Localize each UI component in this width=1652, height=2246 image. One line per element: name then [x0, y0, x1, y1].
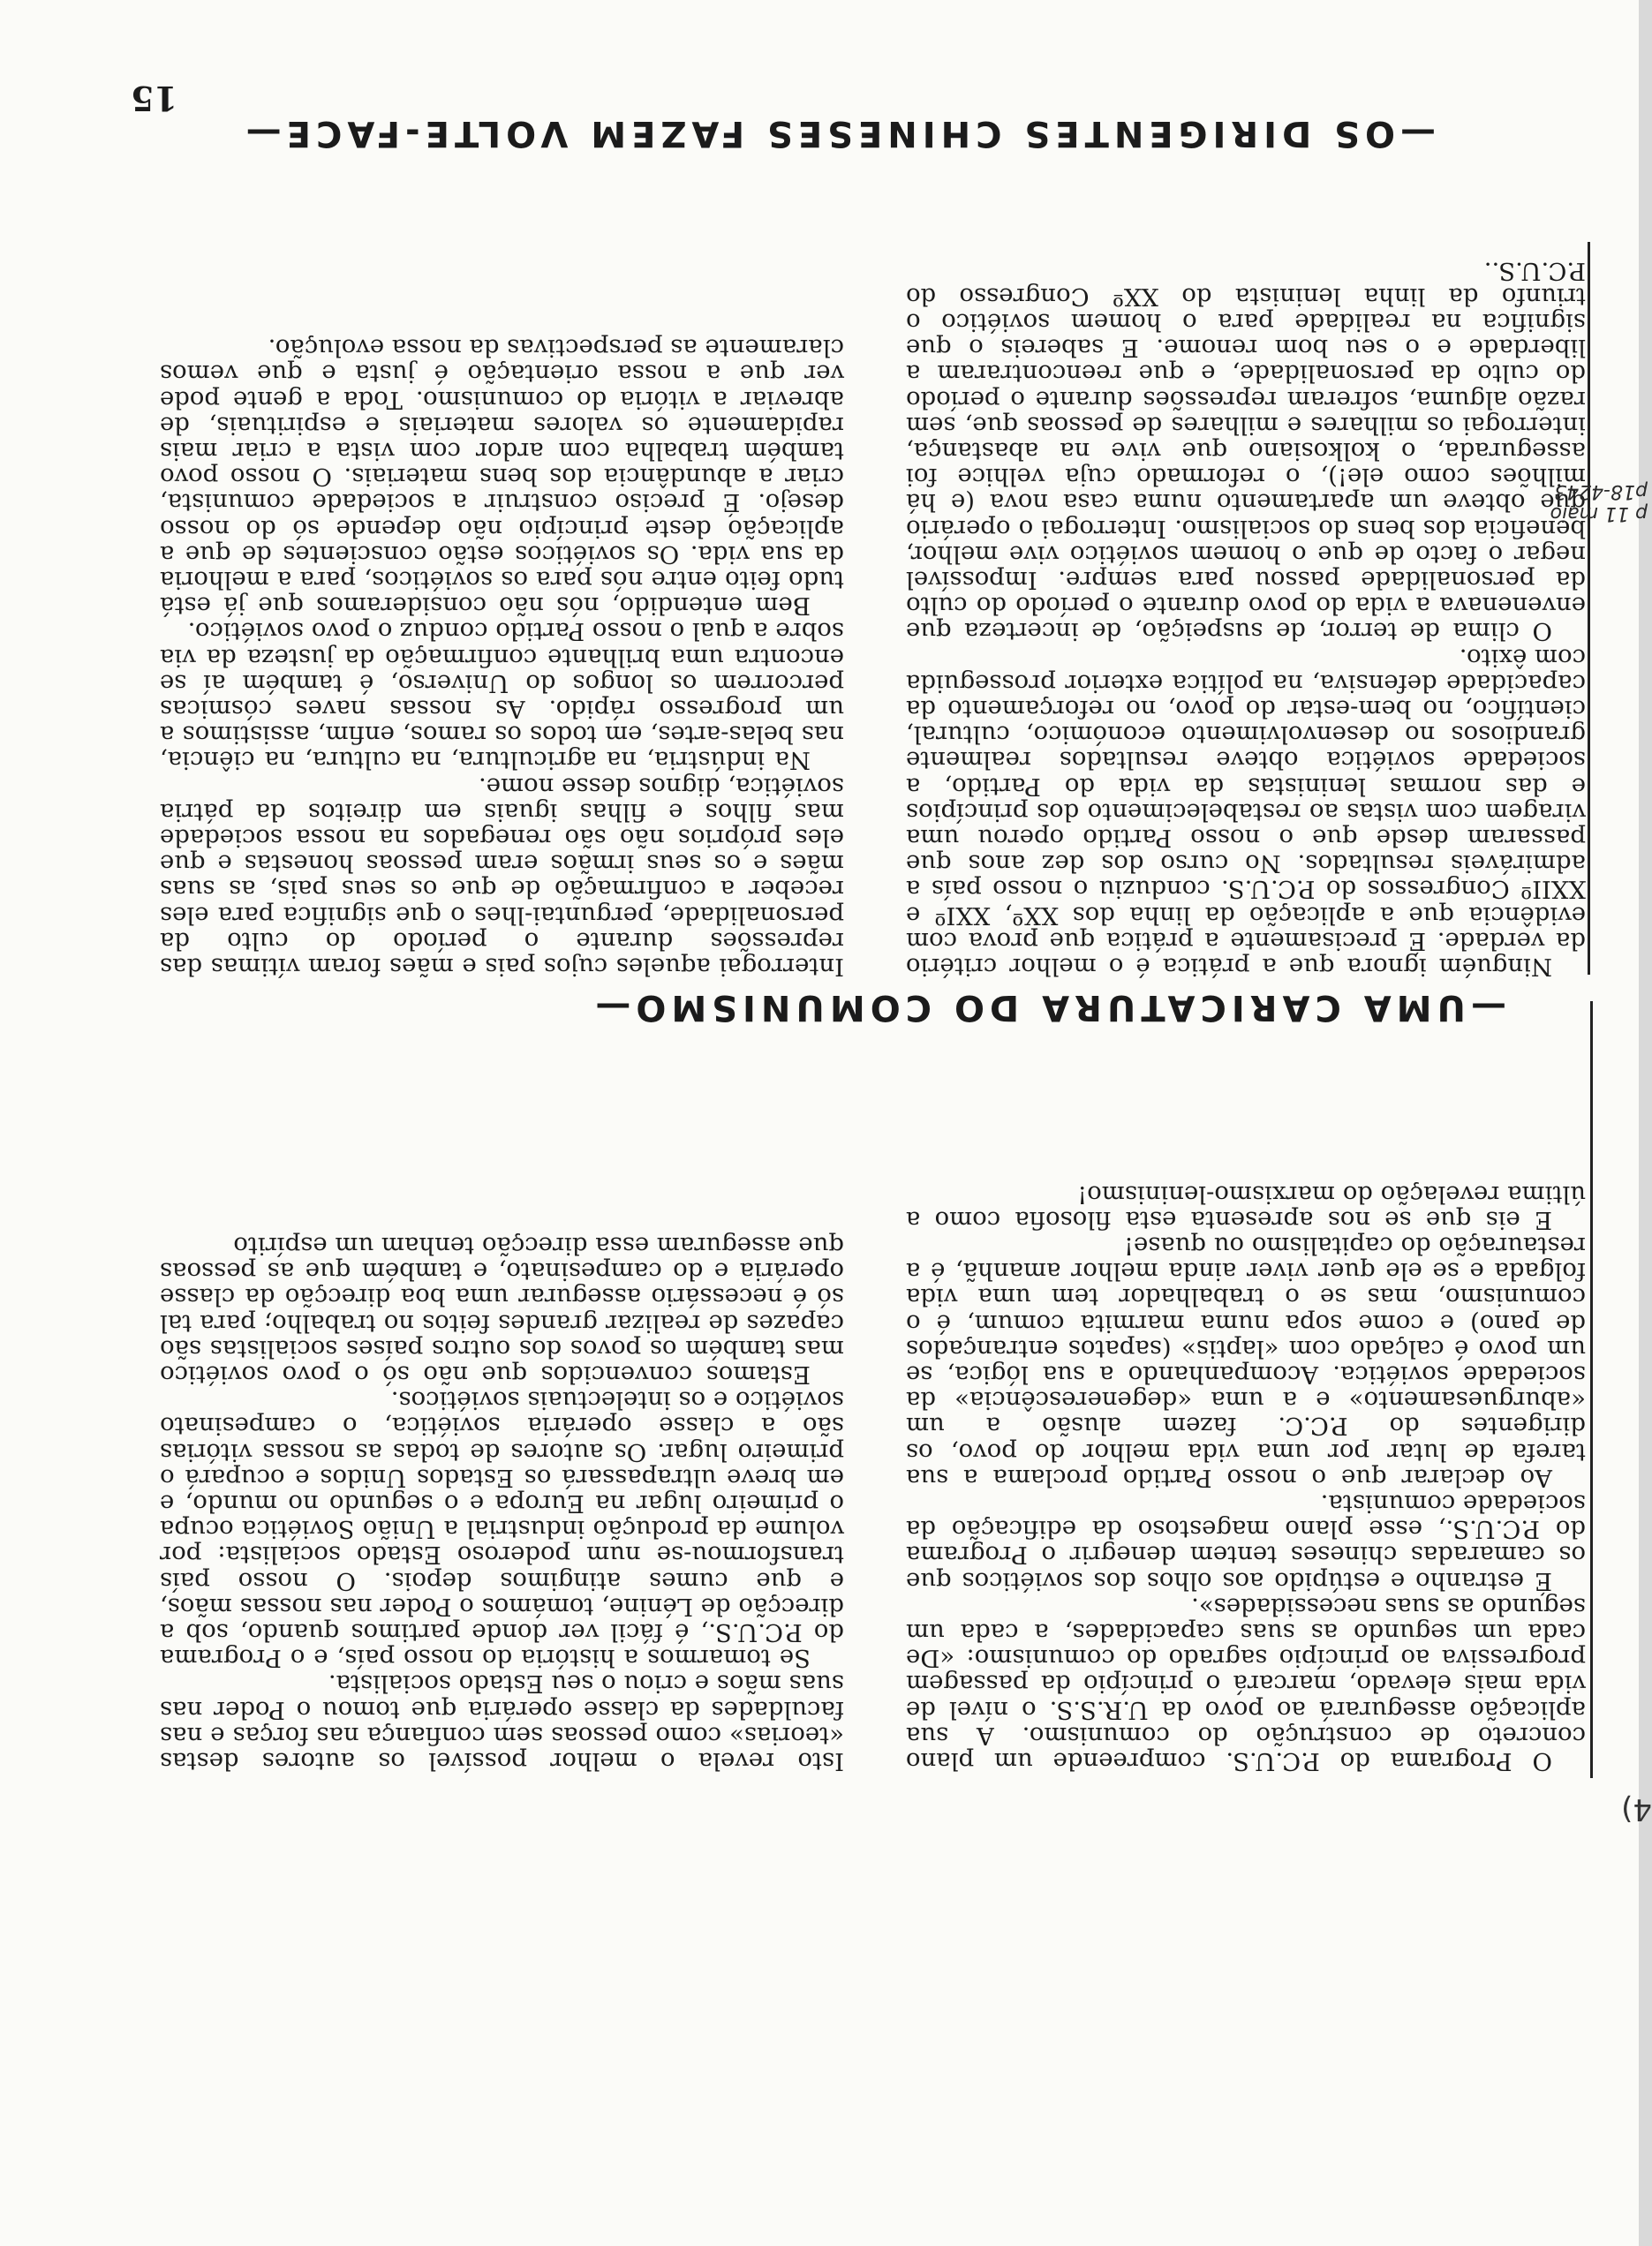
paragraph: É estranho e estúpido aos olhos dos soviéticos que os camaradas chineses tentem denegrir o Programa do P.C.U.S., esse plano magestoso da edificação da sociedade comunista.: [906, 1489, 1586, 1595]
paragraph: Ninguém ignora que a prática é o melhor critério da verdade. É precisamente a prática que prova com evidência que a aplicação da linha dos XXº, XXIº e XXIIº Congressos do P.C.U.S. conduziu o nosso país a admiráveis resultados. No curso dos dez anos que passaram desde que o nosso Partido operou uma viragem com vistas ao restabelecimento dos princípios e das normas leninistas da vida do Partido, a sociedade soviética obteve resultados realmente grandiosos no desenvolvimento económico, cultural, científico, no bem-estar do povo, no reforçamento da capacidade defensiva, na política exterior prosseguida com êxito.: [906, 643, 1586, 981]
section1-left-column: [906, 257, 1586, 979]
handwritten-reference: [1550, 480, 1648, 524]
handwritten-ref-line: p 11 maio: [1550, 502, 1648, 524]
handwritten-page-mark: 4): [1621, 1791, 1652, 1827]
paragraph: Ao declarar que o nosso Partido proclama a sua tarefa de lutar por uma vida melhor do povo, os dirigentes do P.C.C. fazem alusão a um «aburguesamento» e a uma «degenerescência» da sociedade soviética. Acompanhando a sua lógica, se um povo é calçado com «laptis» (sapatos entrançados de pano) e come sopa numa marmita comum, é o comunismo, mas se o trabalhador tem uma vida folgada e se ele quer viver ainda melhor amanhã, é a restauração do capitalismo ou quase!: [906, 1231, 1586, 1492]
section1-right-column: [160, 335, 844, 979]
paragraph: O Programa do P.C.U.S. compreende um plano concreto de construção do comunismo. A sua aplicação assegurará ao povo da U.R.S.S. o nível de vida mais elevado, marcará o princípio da passagem progressiva ao princípio sagrado do comunismo: «De cada um segundo as suas capacidades, a cada um segundo as suas necessidades».: [906, 1592, 1586, 1775]
paragraph: Isto revela o melhor possível os autores destas «teorias» como pessoas sem confiança nas forças e nas faculdades da classe operária que tomou o Poder nas suas mãos e criou o seu Estado socialista.: [160, 1669, 844, 1775]
paragraph: Interrogai aqueles cujos pais e mães foram vítimas das repressões durante o período do culto da personalidade, perguntai-lhes o que significa para eles receber a confirmação de que os seus pais, as suas mães e os seus irmãos eram pessoas honestas e que eles próprios não são renegados na nossa sociedade mas filhos e filhas iguais em direitos da pátria soviética, dignos desse nome.: [160, 772, 844, 981]
paragraph: Na indústria, na agricultura, na cultura, na ciência, nas belas-artes, em todos os ramos, enfim, assistimos a um progresso rápido. As nossas naves cósmicas percorrem os longos do Universo, é também aí se encontra uma brilhante confirmação da justeza da via sobre a qual o nosso Partido conduz o povo soviético.: [160, 617, 844, 775]
paragraph: Bem entendido, nós não consideramos que já está tudo feito entre nós para os soviéticos, para a melhoria da sua vida. Os soviéticos estão conscientes de que a aplicação deste princípio não depende só do nosso desejo. É preciso construir a sociedade comunista, criar a abundância dos bens materiais. O nosso povo também trabalha com ardor com vista a criar mais rapidamente os valores materiais e espirituais, de abreviar a vitória do comunismo. Toda a gente pode ver que a nossa orientação é justa e que vemos claramente as perspectivas da nossa evolução.: [160, 334, 844, 621]
paragraph: E eis que se nos apresenta esta filosofia como a última revelação do marxismo-leninismo!: [906, 1180, 1586, 1234]
page-number: 15: [131, 79, 177, 118]
section-title-caricatura: —UMA CARICATURA DO COMUNISMO—: [590, 987, 1506, 1028]
section2-right-column: [160, 1232, 844, 1774]
section-title-volte-face: —OS DIRIGENTES CHINESES FAZEM VOLTE-FACE—: [240, 113, 1436, 154]
margin-bracket: [1588, 242, 1590, 975]
handwritten-ref-line: p18-4243: [1554, 480, 1648, 502]
section2-left-column: [906, 1180, 1586, 1774]
paragraph: Estamos convencidos que não só o povo soviético mas também os povos dos outros países socialistas são capazes de realizar grandes feitos no trabalho; para tal só é necessário assegurar uma boa direcção da classe operária e do campesinato, e também que as pessoas que asseguram essa direcção tenham um espírito: [160, 1231, 844, 1389]
paragraph: Se tomarmos a história do nosso país, e o Programa do P.C.U.S., é fácil ver donde partimos quando, sob a direcção de Lénine, tomámos o Poder nas nossas mãos, e que cumes atingimos depois. O nosso país transformou-se num poderoso Estado socialista: por volume da produção industrial a União Soviética ocupa o primeiro lugar na Europa e o segundo no mundo, e em breve ultrapassará os Estados Unidos e ocupará o primeiro lugar. Os autores de todas as nossas vitórias são a classe operária soviética, o campesinato soviético e os intelectuais soviéticos.: [160, 1386, 844, 1673]
margin-bracket: [1590, 1001, 1593, 1778]
paragraph: O clima de terror, de suspeição, de incerteza que envenenava a vida do povo durante o período do culto da personalidade passou para sempre. Impossível negar o facto de que o homem soviético vive melhor, beneficia dos bens do socialismo. Interrogai o operário que obteve um apartamento numa casa nova (e há milhões como ele!), o reformado cuja velhice foi assegurada, o kolkosiano que vive na abastança, interrogai os milhares e milhares de pessoas que, sem razão alguma, sofreram repressões durante o período do culto da personalidade, e que reencontraram a liberdade e o seu bom renome. E sabereis o que significa na realidade para o homem soviético o triunfo da linha leninista do XXº Congresso do P.C.U.S..: [906, 256, 1586, 646]
